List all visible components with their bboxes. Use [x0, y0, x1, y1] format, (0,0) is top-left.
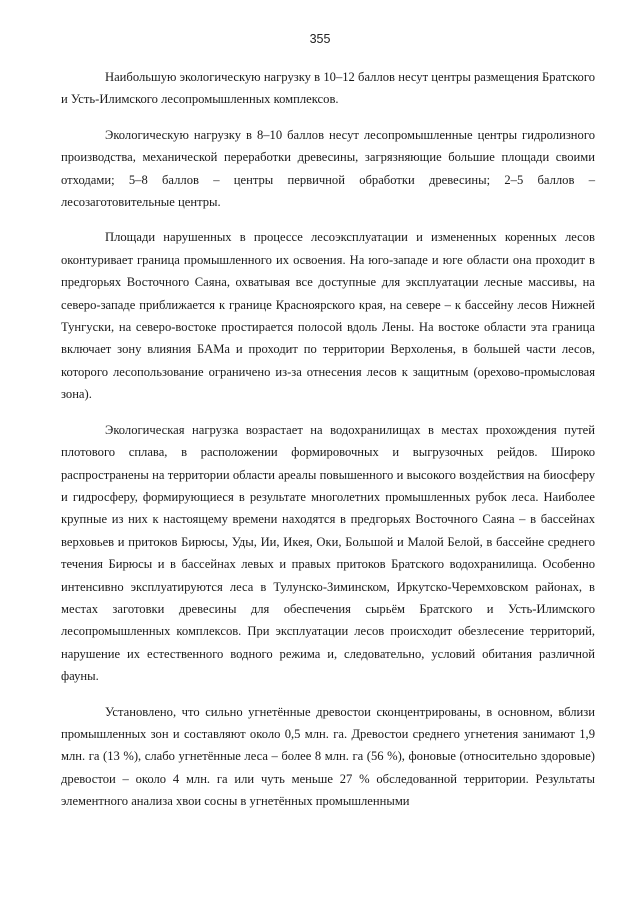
body-text [61, 66, 595, 826]
paragraph-ecological-load-high: Наибольшую экологическую нагрузку в 10–12 баллов несут центры размещения Братского и Усть-Илимского лесопромышленных комплексов. [61, 70, 595, 107]
page-number: 355 [309, 32, 331, 46]
paragraph-stand-condition-stats: Установлено, что сильно угнетённые древостои сконцентрированы, в основном, вблизи промышленных зон и составляют около 0,5 млн. га. Древостои среднего угнетения занимают 1,9 млн. га (13 %), слабо угнетённые леса – более 8 млн. га (56 %), фоновые (относительно здоровые) древостои – около 4 млн. га или чуть меньше 27 % обследованной территории. Результаты элементного анализа хвои сосны в угнетённых промышленными [61, 704, 595, 809]
paragraph-disturbed-forests-boundary: Площади нарушенных в процессе лесоэксплуатации и измененных коренных лесов оконтуривает граница промышленного их освоения. На юго-западе и юге области она проходит в предгорьях Восточного Саяна, охватывая все доступные для эксплуатации лесные массивы, на северо-западе приближается к границе Красноярского края, на севере – к бассейну лесов Нижней Тунгуски, на северо-востоке простирается полосой вдоль Лены. На востоке области эта граница включает зону влияния БАМа и проходит по территории Верхоленья, в большей части лесов, которого лесопользование ограничено из-за отнесения лесов к защитным (орехово-промысловая зона). [61, 230, 595, 402]
paragraph-reservoirs-impact: Экологическая нагрузка возрастает на водохранилищах в местах прохождения путей плотового сплава, в расположении формировочных и выгрузочных рейдов. Широко распространены на территории области ареалы повышенного и высокого воздействия на биосферу и гидросферу, формирующиеся в результате многолетних промышленных рубок леса. Наиболее крупные из них к настоящему времени находятся в предгорьях Восточного Саяна – в бассейнах верховьев и притоков Бирюсы, Уды, Ии, Икея, Оки, Большой и Малой Белой, в бассейне среднего течения Бирюсы и в бассейнах левых и правых притоков Братского водохранилища. Особенно интенсивно эксплуатируются леса в Тулунско-Зиминском, Иркутско-Черемховском районах, в местах заготовки древесины для обеспечения сырьём Братского и Усть-Илимского лесопромышленных комплексов. При эксплуатации лесов происходит обезлесение территорий, нарушение их естественного водного режима и, следовательно, условий обитания различной фауны. [61, 422, 595, 684]
paragraph-ecological-load-medium: Экологическую нагрузку в 8–10 баллов несут лесопромышленные центры гидролизного производства, механической переработки древесины, загрязняющие большие площади своими отходами; 5–8 баллов – центры первичной обработки древесины; 2–5 баллов – лесозаготовительные центры. [61, 127, 595, 210]
